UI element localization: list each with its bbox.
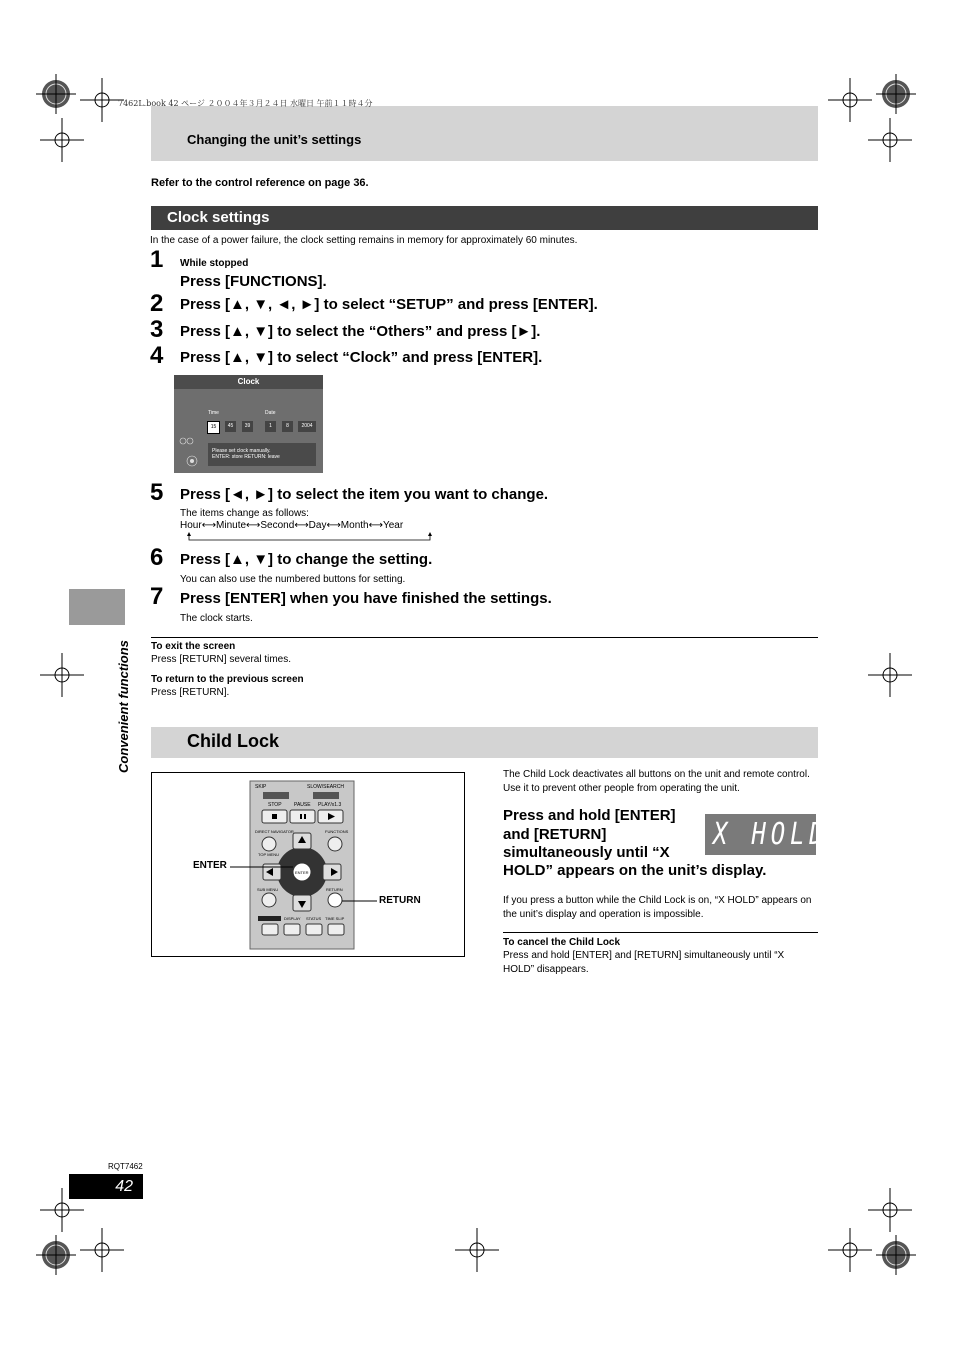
crosshair-icon [826,1226,874,1274]
lcd-text: X HOLD [713,817,829,852]
child-lock-heading: Child Lock [187,731,280,751]
child-lock-note: If you press a button while the Child Lock is on, “X HOLD” appears on the unit’s display and operation is impossible. [503,895,812,920]
double-arrow-icon: ⟷ [201,520,217,531]
step-note: You can also use the numbered buttons for setting. [180,574,406,585]
registration-mark-icon [32,70,80,118]
cancel-text: Press and hold [ENTER] and [RETURN] simultaneously until “X HOLD” disappears. [503,950,785,975]
step-note: The items change as follows: [180,508,309,519]
step-number: 1 [150,246,164,273]
child-lock-instruction-2: and [RETURN] [503,826,607,843]
exit-text: Press [RETURN] several times. [151,654,292,665]
return-button-label: RETURN [326,887,343,892]
child-lock-instruction-4: HOLD” appears on the unit’s display. [503,862,767,879]
step-text: Press [▲, ▼] to change the setting. [180,551,433,568]
date-month-field: 8 [282,421,293,432]
registration-mark-icon [32,1231,80,1279]
sub-menu-label: SUB MENU [257,887,279,892]
clock-settings-heading-bar [151,206,818,230]
top-menu-label: TOP MENU [258,852,279,857]
step-text: Press [▲, ▼, ◄, ►] to select “SETUP” and press [ENTER]. [180,296,598,313]
step-text: Press [◄, ►] to select the item you want to change. [180,486,549,503]
double-arrow-icon: ⟷ [246,520,261,531]
double-arrow-icon: ⟷ [326,520,341,531]
child-lock-description: The Child Lock deactivates all buttons on the unit and remote control. Use it to prevent other people from operating the unit. [503,769,810,794]
divider [151,637,818,638]
functions-label: FUNCTIONS [325,829,349,834]
double-arrow-icon: ⟷ [294,520,309,531]
time-minute-field: 45 [225,421,236,432]
step-number: 2 [150,290,164,317]
page-number: 42 [69,1174,143,1199]
crosshair-icon [866,116,914,164]
unit-display-lcd [705,814,829,855]
model-code: RQT7462 [108,1162,143,1171]
cycle-return-arrow [185,532,435,542]
stop-label: STOP [268,802,282,808]
clock-settings-heading: Clock settings [167,209,270,226]
child-lock-instruction-3: simultaneously until “X [503,844,670,861]
child-lock-instruction-1: Press and hold [ENTER] [503,807,676,824]
registration-mark-icon [872,1231,920,1279]
clock-screen-message [208,443,316,466]
enter-button-label: ENTER [295,870,309,875]
section-side-label: Convenient functions [116,640,131,773]
step-text: Press [FUNCTIONS]. [180,273,327,290]
message-line-1: Please set clock manually. [212,448,271,454]
clock-screen-title: Clock [174,375,323,389]
step-number: 6 [150,544,164,571]
cancel-title: To cancel the Child Lock [503,937,621,948]
crosshair-icon [38,651,86,699]
clock-intro: In the case of a power failure, the clock setting remains in memory for approximately 60 minutes. [150,235,578,246]
exit-title: To exit the screen [151,641,236,652]
step-note: The clock starts. [180,613,253,624]
child-lock-heading-bar [151,727,818,758]
step-pre-note: While stopped [180,258,249,269]
double-arrow-icon: ⟷ [368,520,383,531]
return-text: Press [RETURN]. [151,687,230,698]
step-text: Press [ENTER] when you have finished the settings. [180,590,552,607]
crosshair-icon [866,651,914,699]
date-day-field: 1 [265,421,276,432]
side-tab [69,589,125,625]
crosshair-icon [38,116,86,164]
step-number: 4 [150,342,164,369]
clock-screen-illustration [174,375,323,473]
step-number: 7 [150,583,164,610]
enter-callout-label: ENTER [193,860,227,871]
time-hour-field: 15 [207,421,220,434]
skip-label: SKIP [255,784,267,790]
time-slip-label: TIME SLIP [325,916,345,921]
step-text: Press [▲, ▼] to select the “Others” and press [►]. [180,323,541,340]
cycle-item: Year [382,520,404,531]
cycle-item: Month [340,520,369,531]
play-label: PLAY/x1.3 [318,802,342,808]
status-label: STATUS [306,916,322,921]
cycle-item: Day [308,520,327,531]
item-cycle [180,520,403,531]
cycle-item: Hour [180,520,202,531]
cycle-item: Minute [216,520,247,531]
cycle-item: Second [260,520,295,531]
date-year-field: 2004 [298,421,316,432]
step-number: 3 [150,316,164,343]
book-info-line: 7462L.book 42 ページ ２００４年３月２４日 水曜日 午前１１時４分 [118,99,373,108]
crosshair-icon [453,1226,501,1274]
cursor-keys-icon [177,437,203,471]
message-line-2: ENTER: store RETURN: leave [212,454,280,460]
time-second-field: 39 [242,421,253,432]
return-title: To return to the previous screen [151,674,304,685]
display-label: DISPLAY [284,916,301,921]
page-title: Changing the unit’s settings [187,132,362,147]
pause-label: PAUSE [294,802,311,808]
refer-text: Refer to the control reference on page 36. [151,177,369,189]
direct-navigator-label: DIRECT NAVIGATOR [255,829,294,834]
step-number: 5 [150,479,164,506]
crosshair-icon [78,1226,126,1274]
return-callout-label: RETURN [379,895,421,906]
time-label: Time [208,410,219,416]
divider [503,932,818,933]
registration-mark-icon [872,70,920,118]
step-text: Press [▲, ▼] to select “Clock” and press [ENTER]. [180,349,543,366]
slow-search-label: SLOW/SEARCH [307,784,344,790]
date-label: Date [265,410,276,416]
